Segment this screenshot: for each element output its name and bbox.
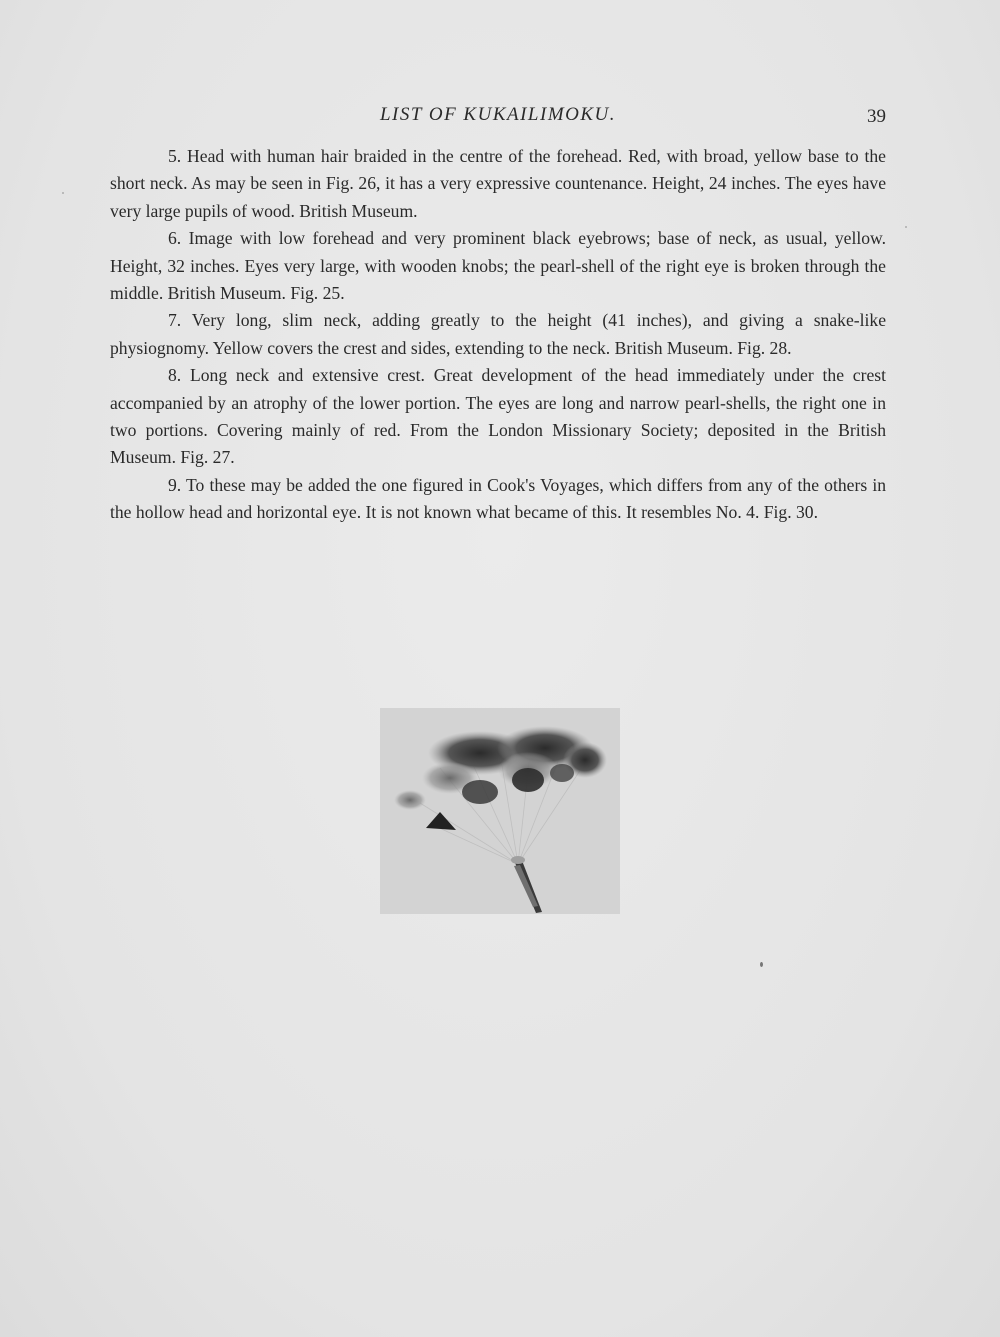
entry-8: 8. Long neck and extensive crest. Great development of the head immediately under the crest accompanied by an atrophy of the lower portion. The eyes are long and narrow pearl-shells, the right one in two portions. Covering mainly of red. From the London Missionary Society; deposited in the British Museum. Fig. 27. bbox=[110, 365, 886, 468]
entry-5: 5. Head with human hair braided in the centre of the forehead. Red, with broad, yellow base to the short neck. As may be seen in Fig. 26, it has a very expressive countenance. Height, 24 inches. The eyes have very large pupils of wood. British Museum. bbox=[110, 146, 886, 221]
entry-9: 9. To these may be added the one figured in Cook's Voyages, which differs from any of the others in the hollow head and horizontal eye. It is not known what became of this. It resembles No. 4. Fig. 30. bbox=[110, 474, 886, 523]
feather-fan-illustration bbox=[380, 708, 620, 914]
running-title: LIST OF KUKAILIMOKU. bbox=[379, 104, 617, 125]
body-text bbox=[110, 143, 886, 527]
paper-speck bbox=[905, 226, 907, 228]
feather-fan-photograph bbox=[380, 708, 620, 914]
entry-6: 6. Image with low forehead and very prominent black eyebrows; base of neck, as usual, yellow. Height, 32 inches. Eyes very large, with wooden knobs; the pearl-shell of the right eye is broken through the middle. British Museum. Fig. 25. bbox=[110, 228, 886, 304]
entry-7: 7. Very long, slim neck, adding greatly to the height (41 inches), and giving a snake-like physiognomy. Yellow covers the crest and sides, extending to the neck. British Museum. Fig. 28. bbox=[110, 310, 886, 358]
paper-speck bbox=[62, 192, 64, 194]
running-head bbox=[110, 104, 886, 134]
paper-speck bbox=[760, 962, 763, 967]
page-number: 39 bbox=[867, 106, 886, 127]
